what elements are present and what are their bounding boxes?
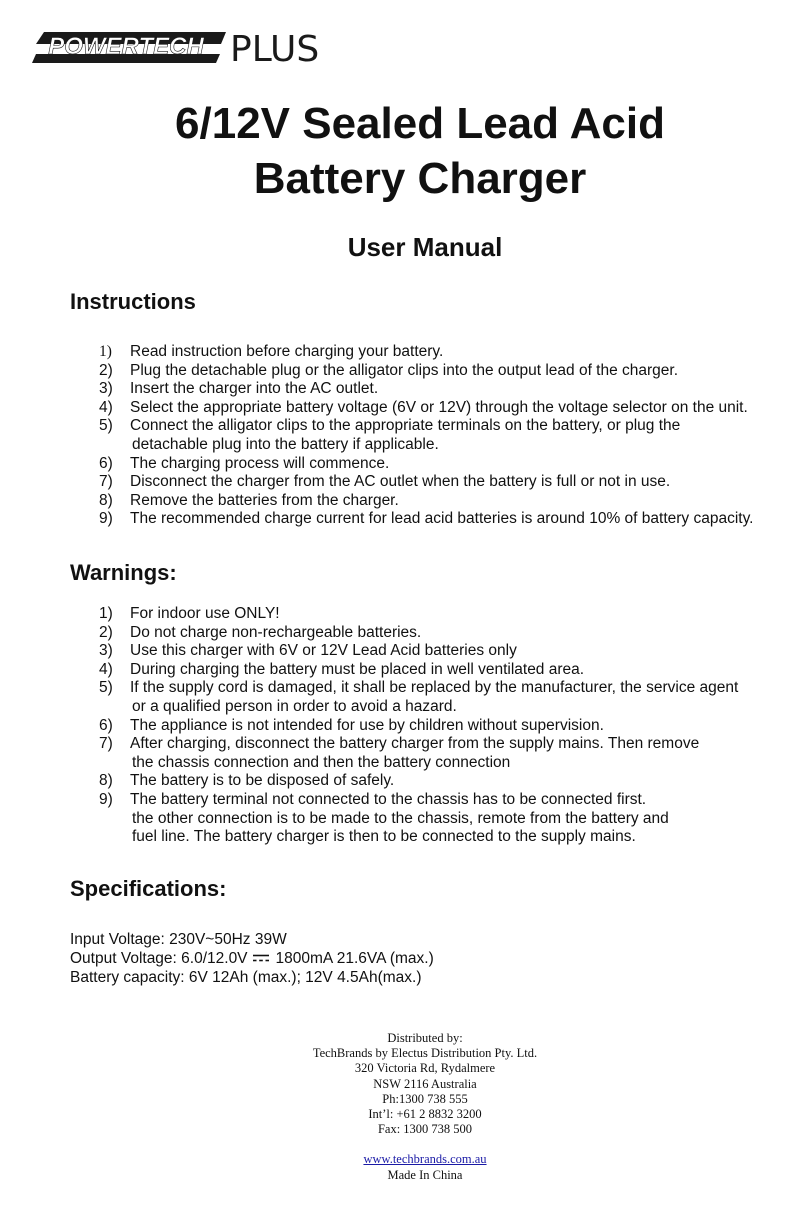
document-subtitle: User Manual — [347, 232, 503, 262]
warning-item-number: 6) — [99, 716, 113, 734]
instruction-item-number: 8) — [99, 491, 113, 509]
instruction-item-1 — [99, 343, 754, 362]
footer-address-line-1: 320 Victoria Rd, Rydalmere — [354, 1061, 496, 1076]
warning-item-number: 1) — [99, 605, 113, 622]
warning-item-1 — [99, 605, 738, 624]
warning-item-text: The battery terminal not connected to the chassis has to be connected first. — [130, 790, 647, 808]
instruction-item-number: 6) — [99, 454, 113, 472]
logo-brand-text: POWERTECH — [48, 33, 204, 60]
title-line-2: Battery Charger — [253, 154, 587, 203]
powertech-plus-logo — [30, 20, 350, 68]
spec-battery-capacity: Battery capacity: 6V 12Ah (max.); 12V 4.5Ah(max.) — [70, 969, 422, 987]
warning-item-4 — [99, 661, 738, 680]
footer-website-link[interactable]: www.techbrands.com.au — [363, 1152, 487, 1167]
footer-company: TechBrands by Electus Distribution Pty. Ltd. — [312, 1046, 538, 1061]
specifications-block — [70, 930, 434, 987]
footer-fax: Fax: 1300 738 500 — [377, 1122, 473, 1137]
instruction-item-2 — [99, 362, 754, 381]
warning-item-number: 5) — [99, 679, 113, 697]
warning-item-7 — [99, 735, 738, 772]
instructions-heading: Instructions — [70, 289, 196, 314]
warning-item-number: 7) — [99, 735, 113, 753]
footer-intl-phone: Int’l: +61 2 8832 3200 — [368, 1107, 482, 1122]
warning-item-text: or a qualified person in order to avoid a hazard. — [132, 697, 457, 715]
instruction-item-text: Read instruction before charging your battery. — [130, 343, 444, 360]
warning-item-5 — [99, 679, 738, 716]
warning-item-text: the other connection is to be made to the chassis, remote from the battery and — [132, 809, 669, 827]
instruction-item-7 — [99, 473, 754, 492]
warning-item-3 — [99, 642, 738, 661]
warning-item-text: During charging the battery must be placed in well ventilated area. — [130, 660, 585, 678]
warning-item-text: Use this charger with 6V or 12V Lead Acid batteries only — [130, 642, 517, 660]
instruction-item-text: Plug the detachable plug or the alligator clips into the output lead of the charger. — [130, 361, 679, 379]
spec-output-voltage-suffix: 1800mA 21.6VA (max.) — [275, 950, 434, 967]
spec-output-voltage — [70, 949, 434, 968]
instruction-item-number: 4) — [99, 398, 113, 416]
instruction-item-text: Insert the charger into the AC outlet. — [130, 380, 379, 398]
instruction-item-number: 2) — [99, 361, 113, 379]
warning-item-text: fuel line. The battery charger is then to be connected to the supply mains. — [132, 828, 636, 846]
warning-item-number: 8) — [99, 772, 113, 790]
warning-item-text: Do not charge non-rechargeable batteries. — [130, 623, 422, 641]
instruction-item-9 — [99, 510, 754, 529]
instruction-item-4 — [99, 399, 754, 418]
spec-input-voltage: Input Voltage: 230V~50Hz 39W — [70, 931, 287, 948]
title-line-1: 6/12V Sealed Lead Acid — [175, 99, 665, 148]
instruction-item-text: Remove the batteries from the charger. — [130, 491, 399, 509]
logo-plus-text: PLUS — [230, 29, 320, 68]
instruction-item-5 — [99, 417, 754, 454]
instruction-item-number: 7) — [99, 473, 113, 491]
warning-item-text: If the supply cord is damaged, it shall be replaced by the manufacturer, the service agent — [130, 679, 739, 697]
warning-item-2 — [99, 624, 738, 643]
logo-graphic — [30, 20, 350, 68]
instruction-item-text: The charging process will commence. — [130, 454, 390, 472]
warnings-list — [99, 605, 738, 847]
footer-address-line-2: NSW 2116 Australia — [373, 1076, 477, 1091]
warning-item-text: For indoor use ONLY! — [130, 605, 280, 622]
dc-current-icon — [252, 949, 270, 968]
instruction-item-text: The recommended charge current for lead acid batteries is around 10% of battery capacity. — [130, 510, 754, 528]
instruction-item-number: 1) — [99, 343, 112, 360]
instructions-list — [99, 343, 754, 529]
distributor-footer — [0, 1031, 808, 1183]
instruction-item-text: Disconnect the charger from the AC outlet when the battery is full or not in use. — [130, 473, 671, 491]
instruction-item-text: Connect the alligator clips to the appropriate terminals on the battery, or plug the — [130, 417, 681, 435]
document-title — [0, 96, 808, 206]
warning-item-8 — [99, 772, 738, 791]
footer-distributed-by: Distributed by: — [387, 1031, 463, 1045]
instruction-item-text: Select the appropriate battery voltage (6V or 12V) through the voltage selector on the unit. — [130, 398, 748, 416]
specifications-heading: Specifications: — [70, 876, 227, 901]
instruction-item-number: 3) — [99, 380, 113, 398]
warning-item-9 — [99, 791, 738, 847]
warnings-heading: Warnings: — [70, 560, 177, 585]
instruction-item-6 — [99, 455, 754, 474]
instruction-item-3 — [99, 380, 754, 399]
instruction-item-number: 5) — [99, 417, 113, 435]
warning-item-number: 9) — [99, 790, 113, 808]
footer-phone: Ph:1300 738 555 — [382, 1091, 468, 1106]
spec-output-voltage-prefix: Output Voltage: 6.0/12.0V — [70, 950, 248, 967]
instruction-item-text: detachable plug into the battery if applicable. — [132, 435, 439, 453]
warning-item-text: After charging, disconnect the battery charger from the supply mains. Then remove — [130, 735, 700, 753]
warning-item-6 — [99, 717, 738, 736]
footer-made-in: Made In China — [387, 1167, 463, 1182]
warning-item-text: The appliance is not intended for use by children without supervision. — [130, 716, 604, 734]
warning-item-number: 2) — [99, 623, 113, 641]
warning-item-text: The battery is to be disposed of safely. — [130, 772, 395, 790]
warning-item-text: the chassis connection and then the battery connection — [132, 753, 511, 771]
instruction-item-8 — [99, 492, 754, 511]
warning-item-number: 3) — [99, 642, 113, 660]
instruction-item-number: 9) — [99, 510, 113, 528]
warning-item-number: 4) — [99, 660, 113, 678]
